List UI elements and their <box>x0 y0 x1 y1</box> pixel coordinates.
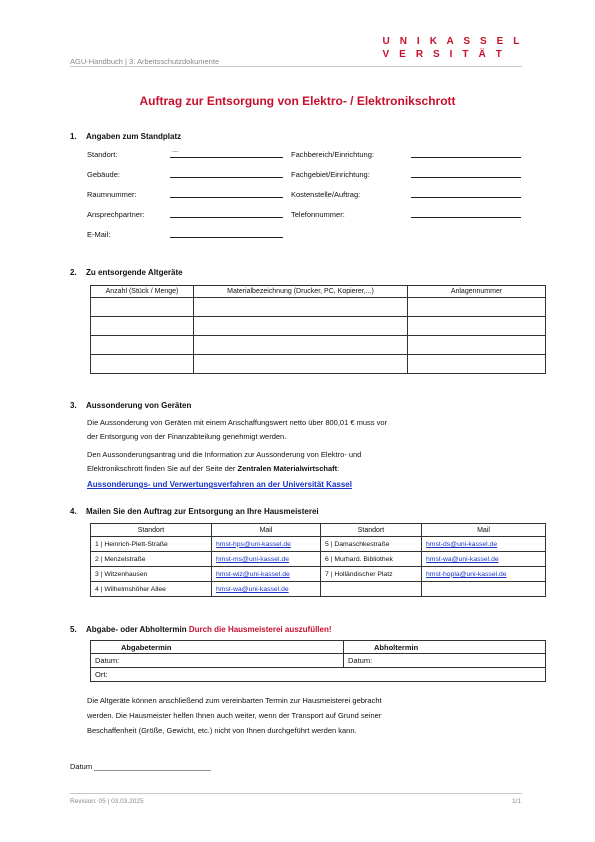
ansprechpartner-field[interactable] <box>170 217 283 218</box>
footer-divider <box>70 793 522 794</box>
kostenstelle-label: Kostenstelle/Auftrag: <box>291 190 361 199</box>
table-header: Mail <box>422 524 546 537</box>
aussonderung-link[interactable]: Aussonderungs- und Verwertungsverfahren an der Universität Kassel <box>87 480 352 489</box>
logo-line-1: U N I K A S S E L <box>382 36 523 47</box>
telefonnummer-label: Telefonnummer: <box>291 210 345 219</box>
table-row <box>91 355 546 374</box>
table-header: Materialbezeichnung (Drucker, PC, Kopierer,...) <box>194 286 408 298</box>
section-1-heading: 1. Angaben zum Standplatz <box>70 132 182 141</box>
section-3-paragraph-2: Den Aussonderungsantrag und die Information zur Aussonderung von Elektro- und Elektronikschrott finden Sie auf der Seite der Zentralen Materialwirtschaft: <box>87 450 362 473</box>
fachgebiet-field[interactable] <box>411 177 521 178</box>
telefonnummer-field[interactable] <box>411 217 521 218</box>
section-3-paragraph-1: Die Aussonderung von Geräten mit einem Anschaffungswert netto über 800,01 € muss vor der Entsorgung von der Finanzabteilung genehmigt werden. <box>87 418 388 441</box>
mail-link[interactable]: hmst-wiz@uni-kassel.de <box>216 570 290 578</box>
header-divider <box>70 66 522 67</box>
table-row: 3 | Witzenhausen hmst-wiz@uni-kassel.de 7 | Holländischer Platz hmst-hopla@uni-kassel.de <box>91 567 546 582</box>
table-row <box>91 668 546 682</box>
page-title: Auftrag zur Entsorgung von Elektro- / Elektronikschrott <box>139 94 456 108</box>
kostenstelle-field[interactable] <box>411 197 521 198</box>
datum-signature-line[interactable]: Datum ____________________________ <box>70 762 211 771</box>
fachbereich-field[interactable] <box>411 157 521 158</box>
mail-link[interactable]: hmst-wa@uni-kassel.de <box>216 585 289 593</box>
termin-table <box>90 640 546 682</box>
gebaeude-field[interactable] <box>170 177 283 178</box>
table-row <box>91 336 546 355</box>
table-header: Abholtermin <box>344 641 546 654</box>
gebaeude-label: Gebäude: <box>87 170 120 179</box>
abgabe-datum-field[interactable]: Datum: <box>91 654 344 668</box>
standort-label: Standort: <box>87 150 118 159</box>
page-header: AGU-Handbuch | 3. Arbeitsschutzdokumente <box>70 57 220 66</box>
fachgebiet-label: Fachgebiet/Einrichtung: <box>291 170 370 179</box>
table-header: Standort <box>91 524 212 537</box>
section-4-heading: 4. Mailen Sie den Auftrag zur Entsorgung an Ihre Hausmeisterei <box>70 507 319 516</box>
table-row: 2 | Menzelstraße hmst-ms@uni-kassel.de 6 | Murhard. Bibliothek hmst-wa@uni-kassel.de <box>91 552 546 567</box>
mail-link[interactable]: hmst-wa@uni-kassel.de <box>426 555 499 563</box>
page-number: 1/1 <box>511 798 521 805</box>
mail-link[interactable]: hmst-ms@uni-kassel.de <box>216 555 290 563</box>
standort-value: ... <box>172 145 179 154</box>
table-header: Abgabetermin <box>91 641 344 654</box>
section-2-heading: 2. Zu entsorgende Altgeräte <box>70 268 183 277</box>
table-row <box>91 317 546 336</box>
table-row: 1 | Heinrich-Plett-Straße hmst-hps@uni-kassel.de 5 | Damaschkestraße hmst-ds@uni-kassel.de <box>91 537 546 552</box>
section-3-heading: 3. Aussonderung von Geräten <box>70 401 192 410</box>
table-row <box>91 654 546 668</box>
abhol-datum-field[interactable]: Datum: <box>344 654 546 668</box>
hausmeisterei-table <box>90 523 546 597</box>
section-5-heading: 5. Abgabe- oder Abholtermin Durch die Hausmeisterei auszufüllen! <box>70 625 332 634</box>
ort-field[interactable]: Ort: <box>91 668 546 682</box>
mail-link[interactable]: hmst-hps@uni-kassel.de <box>216 540 291 548</box>
email-field[interactable] <box>170 237 283 238</box>
fachbereich-label: Fachbereich/Einrichtung: <box>291 150 374 159</box>
table-header: Anlagennummer <box>408 286 546 298</box>
table-row: 4 | Wilhelmshöher Allee hmst-wa@uni-kassel.de <box>91 582 546 597</box>
mail-link[interactable]: hmst-ds@uni-kassel.de <box>426 540 498 548</box>
altgeraete-table <box>90 285 546 374</box>
table-row <box>91 298 546 317</box>
table-header: Standort <box>321 524 422 537</box>
section-5-paragraph: Die Altgeräte können anschließend zum vereinbarten Termin zur Hausmeisterei gebracht werden. Die Hausmeister helfen Ihnen auch weiter, wenn der Transport auf Grund seiner Beschaffenheit (Größe, Gewicht, etc.) nicht von Ihnen durchgeführt werden kann. <box>87 696 382 735</box>
logo-line-2: V E R S I T Ä T <box>382 49 506 60</box>
revision-text: Revision: 05 | 03.03.2025 <box>70 798 144 805</box>
university-logo <box>383 35 523 61</box>
raumnummer-field[interactable] <box>170 197 283 198</box>
email-label: E-Mail: <box>87 230 111 239</box>
raumnummer-label: Raumnummer: <box>87 190 137 199</box>
standort-field[interactable] <box>170 157 283 158</box>
mail-link[interactable]: hmst-hopla@uni-kassel.de <box>426 570 507 578</box>
table-header: Mail <box>212 524 321 537</box>
ansprechpartner-label: Ansprechpartner: <box>87 210 145 219</box>
table-header: Anzahl (Stück / Menge) <box>91 286 194 298</box>
